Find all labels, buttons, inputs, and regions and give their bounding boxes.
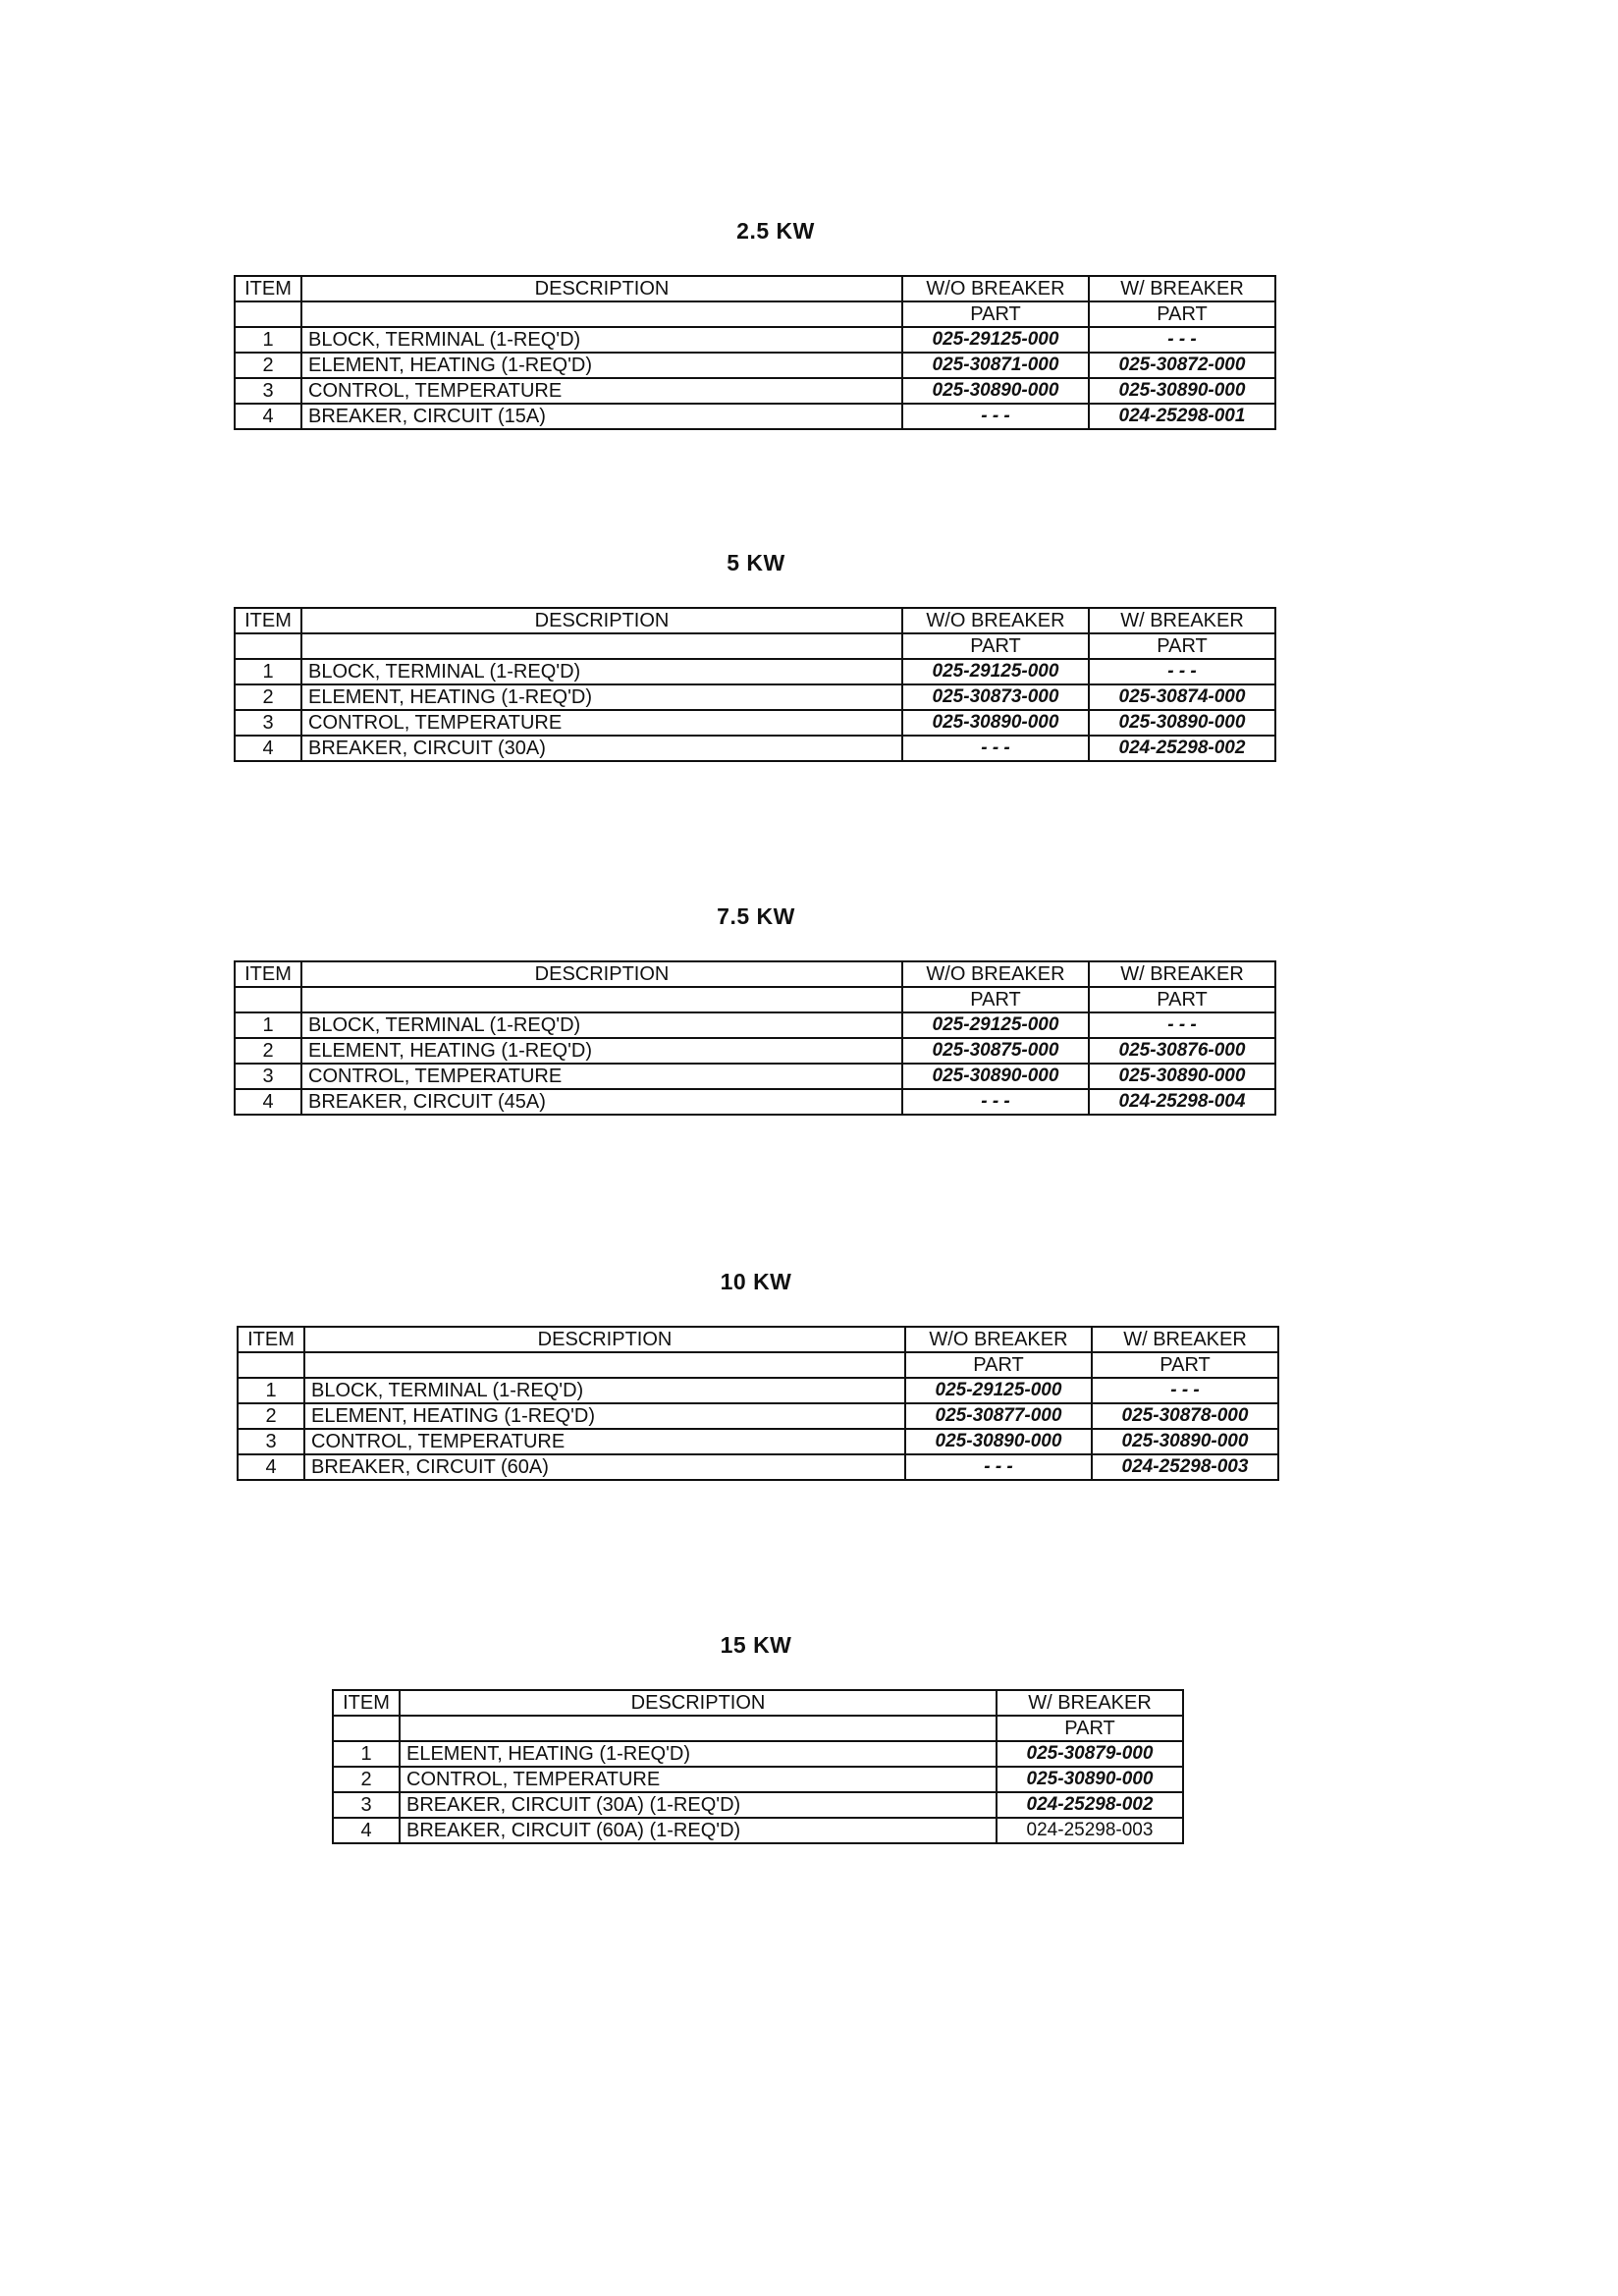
table-row [333, 1741, 1183, 1767]
w-breaker-header: W/ BREAKER [1089, 276, 1275, 301]
table-header-row [235, 961, 1275, 987]
w-breaker-part-number: 025-30890-000 [1092, 1429, 1278, 1454]
w-breaker-part-number: - - - [1089, 327, 1275, 353]
table-row [235, 1089, 1275, 1115]
part-description: ELEMENT, HEATING (1-REQ'D) [400, 1741, 997, 1767]
item-number: 3 [235, 710, 301, 736]
w-breaker-header: W/ BREAKER [1092, 1327, 1278, 1352]
table-row [238, 1429, 1278, 1454]
empty-cell [301, 633, 902, 659]
wo-breaker-part-number: 025-30877-000 [905, 1403, 1092, 1429]
empty-cell [301, 301, 902, 327]
item-number: 4 [238, 1454, 304, 1480]
item-number: 2 [238, 1403, 304, 1429]
wo-breaker-part-number: 025-29125-000 [902, 659, 1089, 684]
w-breaker-part-number: 024-25298-003 [997, 1818, 1183, 1843]
empty-cell [235, 301, 301, 327]
w-breaker-part-number: 025-30879-000 [997, 1741, 1183, 1767]
item-number: 2 [235, 353, 301, 378]
item-number: 4 [235, 404, 301, 429]
part-description: ELEMENT, HEATING (1-REQ'D) [301, 1038, 902, 1064]
part-description: BREAKER, CIRCUIT (15A) [301, 404, 902, 429]
item-number: 2 [235, 1038, 301, 1064]
part-description: CONTROL, TEMPERATURE [304, 1429, 905, 1454]
table-row [238, 1454, 1278, 1480]
table-header-row [235, 276, 1275, 301]
empty-cell [333, 1716, 400, 1741]
section-title-5kw: 5 KW [727, 550, 785, 575]
wo-breaker-header: W/O BREAKER [905, 1327, 1092, 1352]
description-header: DESCRIPTION [400, 1690, 997, 1716]
table-row [333, 1818, 1183, 1843]
empty-cell [400, 1716, 997, 1741]
wo-breaker-part-number: 025-30890-000 [902, 378, 1089, 404]
part-description: BLOCK, TERMINAL (1-REQ'D) [301, 1012, 902, 1038]
w-breaker-part-number: 025-30872-000 [1089, 353, 1275, 378]
w-part-header: PART [1089, 987, 1275, 1012]
empty-cell [304, 1352, 905, 1378]
wo-breaker-part-number: 025-29125-000 [902, 1012, 1089, 1038]
w-breaker-part-number: - - - [1089, 659, 1275, 684]
wo-breaker-part-number: 025-29125-000 [902, 327, 1089, 353]
wo-breaker-part-number: 025-29125-000 [905, 1378, 1092, 1403]
wo-part-header: PART [902, 301, 1089, 327]
part-description: ELEMENT, HEATING (1-REQ'D) [304, 1403, 905, 1429]
part-description: BREAKER, CIRCUIT (30A) (1-REQ'D) [400, 1792, 997, 1818]
table-row [235, 684, 1275, 710]
table-subheader-row [235, 633, 1275, 659]
wo-breaker-header: W/O BREAKER [902, 608, 1089, 633]
w-breaker-part-number: 025-30876-000 [1089, 1038, 1275, 1064]
part-description: CONTROL, TEMPERATURE [301, 1064, 902, 1089]
w-breaker-part-number: - - - [1089, 1012, 1275, 1038]
part-description: ELEMENT, HEATING (1-REQ'D) [301, 353, 902, 378]
section-title-10kw: 10 KW [720, 1269, 792, 1294]
part-description: CONTROL, TEMPERATURE [301, 710, 902, 736]
parts-table-15kw [332, 1689, 1184, 1844]
item-number: 1 [235, 1012, 301, 1038]
table-row [235, 659, 1275, 684]
wo-breaker-header: W/O BREAKER [902, 276, 1089, 301]
wo-breaker-part-number: 025-30890-000 [905, 1429, 1092, 1454]
w-part-header: PART [1089, 301, 1275, 327]
table-row [333, 1767, 1183, 1792]
table-row [235, 736, 1275, 761]
item-number: 3 [333, 1792, 400, 1818]
part-description: ELEMENT, HEATING (1-REQ'D) [301, 684, 902, 710]
table-subheader-row [235, 987, 1275, 1012]
item-number: 3 [235, 1064, 301, 1089]
table-row [235, 710, 1275, 736]
table-subheader-row [333, 1716, 1183, 1741]
w-breaker-part-number: 024-25298-002 [1089, 736, 1275, 761]
description-header: DESCRIPTION [301, 608, 902, 633]
w-breaker-part-number: 025-30890-000 [997, 1767, 1183, 1792]
item-header: ITEM [235, 608, 301, 633]
item-header: ITEM [235, 961, 301, 987]
item-number: 4 [235, 736, 301, 761]
w-part-header: PART [1092, 1352, 1278, 1378]
empty-cell [238, 1352, 304, 1378]
description-header: DESCRIPTION [301, 276, 902, 301]
table-row [235, 1038, 1275, 1064]
part-description: BLOCK, TERMINAL (1-REQ'D) [301, 659, 902, 684]
wo-breaker-part-number: 025-30871-000 [902, 353, 1089, 378]
w-breaker-part-number: 024-25298-004 [1089, 1089, 1275, 1115]
part-description: BREAKER, CIRCUIT (60A) (1-REQ'D) [400, 1818, 997, 1843]
wo-part-header: PART [905, 1352, 1092, 1378]
item-number: 2 [235, 684, 301, 710]
section-title-2-5kw: 2.5 KW [736, 218, 815, 244]
item-header: ITEM [238, 1327, 304, 1352]
wo-breaker-part-number: - - - [902, 736, 1089, 761]
section-title-15kw: 15 KW [720, 1632, 792, 1658]
parts-table-7-5kw [234, 960, 1276, 1116]
part-description: BLOCK, TERMINAL (1-REQ'D) [301, 327, 902, 353]
wo-breaker-header: W/O BREAKER [902, 961, 1089, 987]
table-row [235, 378, 1275, 404]
table-subheader-row [238, 1352, 1278, 1378]
table-row [235, 1064, 1275, 1089]
item-number: 3 [238, 1429, 304, 1454]
w-breaker-part-number: - - - [1092, 1378, 1278, 1403]
item-number: 3 [235, 378, 301, 404]
table-row [235, 353, 1275, 378]
item-number: 2 [333, 1767, 400, 1792]
w-breaker-part-number: 025-30890-000 [1089, 378, 1275, 404]
part-description: BREAKER, CIRCUIT (30A) [301, 736, 902, 761]
part-description: CONTROL, TEMPERATURE [301, 378, 902, 404]
w-breaker-header: W/ BREAKER [1089, 961, 1275, 987]
w-breaker-part-number: 025-30890-000 [1089, 1064, 1275, 1089]
item-number: 1 [235, 327, 301, 353]
wo-breaker-part-number: - - - [902, 1089, 1089, 1115]
wo-breaker-part-number: 025-30873-000 [902, 684, 1089, 710]
item-number: 4 [235, 1089, 301, 1115]
w-breaker-part-number: 025-30890-000 [1089, 710, 1275, 736]
wo-breaker-part-number: 025-30875-000 [902, 1038, 1089, 1064]
w-breaker-part-number: 024-25298-003 [1092, 1454, 1278, 1480]
item-header: ITEM [333, 1690, 400, 1716]
table-header-row [235, 608, 1275, 633]
w-breaker-part-number: 025-30878-000 [1092, 1403, 1278, 1429]
table-row [238, 1378, 1278, 1403]
description-header: DESCRIPTION [301, 961, 902, 987]
w-part-header: PART [997, 1716, 1183, 1741]
description-header: DESCRIPTION [304, 1327, 905, 1352]
item-number: 1 [235, 659, 301, 684]
parts-table-5kw [234, 607, 1276, 762]
table-subheader-row [235, 301, 1275, 327]
item-number: 1 [333, 1741, 400, 1767]
empty-cell [301, 987, 902, 1012]
table-header-row [333, 1690, 1183, 1716]
item-number: 1 [238, 1378, 304, 1403]
part-description: BREAKER, CIRCUIT (45A) [301, 1089, 902, 1115]
part-description: BLOCK, TERMINAL (1-REQ'D) [304, 1378, 905, 1403]
part-description: BREAKER, CIRCUIT (60A) [304, 1454, 905, 1480]
w-part-header: PART [1089, 633, 1275, 659]
parts-table-10kw [237, 1326, 1279, 1481]
table-row [235, 1012, 1275, 1038]
item-header: ITEM [235, 276, 301, 301]
empty-cell [235, 987, 301, 1012]
w-breaker-part-number: 024-25298-002 [997, 1792, 1183, 1818]
w-breaker-header: W/ BREAKER [1089, 608, 1275, 633]
w-breaker-header: W/ BREAKER [997, 1690, 1183, 1716]
wo-part-header: PART [902, 987, 1089, 1012]
table-row [238, 1403, 1278, 1429]
wo-breaker-part-number: 025-30890-000 [902, 1064, 1089, 1089]
wo-breaker-part-number: - - - [902, 404, 1089, 429]
empty-cell [235, 633, 301, 659]
table-header-row [238, 1327, 1278, 1352]
part-description: CONTROL, TEMPERATURE [400, 1767, 997, 1792]
table-row [333, 1792, 1183, 1818]
w-breaker-part-number: 024-25298-001 [1089, 404, 1275, 429]
wo-part-header: PART [902, 633, 1089, 659]
wo-breaker-part-number: 025-30890-000 [902, 710, 1089, 736]
item-number: 4 [333, 1818, 400, 1843]
section-title-7-5kw: 7.5 KW [717, 903, 795, 929]
parts-table-2-5kw [234, 275, 1276, 430]
w-breaker-part-number: 025-30874-000 [1089, 684, 1275, 710]
wo-breaker-part-number: - - - [905, 1454, 1092, 1480]
table-row [235, 404, 1275, 429]
table-row [235, 327, 1275, 353]
